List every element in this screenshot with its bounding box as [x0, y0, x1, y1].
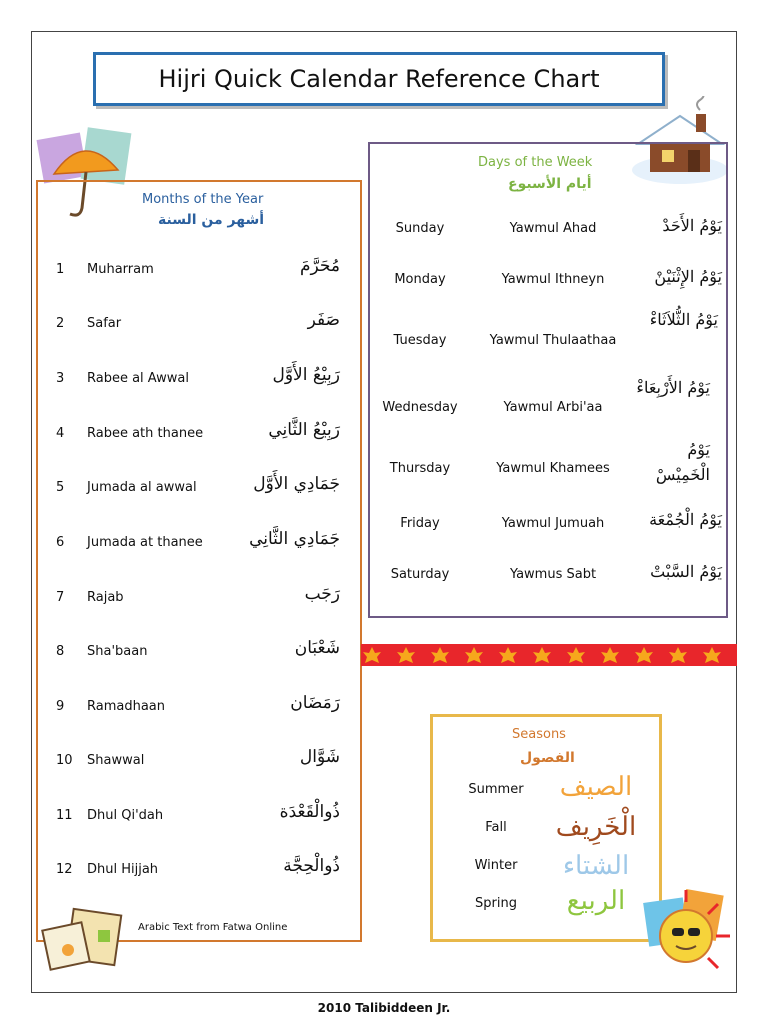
day-transliteration: Yawmul Khamees [496, 461, 610, 476]
day-transliteration: Yawmul Arbi'aa [503, 400, 603, 415]
months-panel [36, 180, 362, 942]
day-name: Saturday [390, 567, 450, 582]
month-name: Jumada al awwal [87, 480, 197, 495]
day-name: Wednesday [382, 400, 458, 415]
month-number: 5 [56, 480, 65, 495]
month-number: 9 [56, 699, 65, 714]
months-heading-arabic: أشهر من السنة [158, 212, 265, 228]
arabic-source-credit: Arabic Text from Fatwa Online [138, 922, 288, 933]
season-name-arabic: الشتاء [562, 851, 630, 881]
day-transliteration: Yawmus Sabt [509, 567, 597, 582]
month-number: 3 [56, 371, 65, 386]
sun-sunglasses-clipart [636, 882, 736, 978]
month-name-arabic: ذُوالْحِجَّة [283, 856, 340, 876]
month-name-arabic: جَمَادِي الأَوَّل [253, 474, 340, 494]
month-name: Ramadhaan [87, 699, 166, 714]
month-name-arabic: شَعْبَان [294, 638, 340, 658]
season-name: Summer [468, 782, 524, 797]
month-name: Safar [87, 316, 122, 331]
season-name: Winter [474, 858, 518, 873]
day-name: Friday [400, 516, 440, 531]
month-number: 10 [56, 753, 73, 768]
season-name: Spring [475, 896, 517, 911]
day-transliteration: Yawmul Ahad [509, 221, 597, 236]
month-name-arabic: رَجَب [304, 584, 340, 604]
day-name-arabic: يَوْمُ الْجُمْعَة [649, 510, 722, 529]
day-name-arabic: يَوْمُ الثُّلاَثَاءْ [649, 310, 718, 329]
day-name: Thursday [389, 461, 451, 476]
month-name-arabic: رَبِيْعُ الأَوَّل [272, 365, 340, 385]
month-name: Rabee ath thanee [87, 426, 204, 441]
month-number: 1 [56, 262, 65, 277]
month-name: Shawwal [87, 753, 145, 768]
day-name-arabic: يَوْمُ الأَحَدْ [662, 216, 722, 235]
month-number: 2 [56, 316, 65, 331]
month-name: Sha'baan [87, 644, 148, 659]
seasons-heading: Seasons [512, 727, 566, 742]
month-name: Dhul Hijjah [87, 862, 159, 877]
month-name-arabic: رَبِيْعُ الثَّانِي [268, 420, 340, 440]
day-name-arabic: يَوْمُ الإِثْنَيْنْ [654, 267, 722, 286]
days-heading-arabic: أيام الأسبوع [508, 176, 592, 192]
month-name: Muharram [87, 262, 154, 277]
footer-credit: 2010 Talibiddeen Jr. [317, 1001, 451, 1015]
day-name: Monday [394, 272, 446, 287]
season-name-arabic: الْخَرِيف [555, 812, 637, 842]
calendar-clipart [40, 906, 130, 976]
month-name: Dhul Qi'dah [87, 808, 164, 823]
day-name-arabic: يَوْمُ السَّبْتْ [650, 562, 722, 581]
day-name-arabic: يَوْمُ الأَرْبِعَاءْ [636, 378, 710, 397]
month-name-arabic: صَفَر [307, 310, 340, 330]
season-name: Fall [485, 820, 507, 835]
day-name: Tuesday [393, 333, 447, 348]
month-name-arabic: جَمَادِي الثَّانِي [249, 529, 340, 549]
season-name-arabic: الربيع [566, 886, 626, 916]
months-heading: Months of the Year [142, 192, 264, 207]
month-name: Jumada at thanee [87, 535, 203, 550]
month-number: 4 [56, 426, 65, 441]
month-number: 8 [56, 644, 65, 659]
month-name-arabic: رَمَضَان [290, 693, 340, 713]
month-number: 11 [56, 808, 73, 823]
month-number: 12 [56, 862, 73, 877]
day-transliteration: Yawmul Ithneyn [501, 272, 605, 287]
autumn-leaf-border [361, 644, 737, 666]
maple-leaf-icon [361, 644, 737, 666]
days-heading: Days of the Week [478, 155, 593, 170]
page-title: Hijri Quick Calendar Reference Chart [93, 52, 665, 106]
month-name-arabic: شَوَّال [299, 747, 340, 767]
month-name-arabic: ذُوالْقَعْدَة [279, 802, 340, 822]
day-transliteration: Yawmul Thulaathaa [489, 333, 617, 348]
month-number: 7 [56, 590, 65, 605]
season-name-arabic: الصيف [559, 772, 633, 802]
month-name: Rabee al Awwal [87, 371, 190, 386]
day-transliteration: Yawmul Jumuah [501, 516, 605, 531]
month-name-arabic: مُحَرَّمَ [300, 256, 340, 276]
day-name: Sunday [395, 221, 445, 236]
month-number: 6 [56, 535, 65, 550]
seasons-heading-arabic: الفصول [520, 750, 575, 766]
day-name-arabic: يَوْمُ الْخَمِيْسْ [655, 440, 710, 484]
month-name: Rajab [87, 590, 124, 605]
